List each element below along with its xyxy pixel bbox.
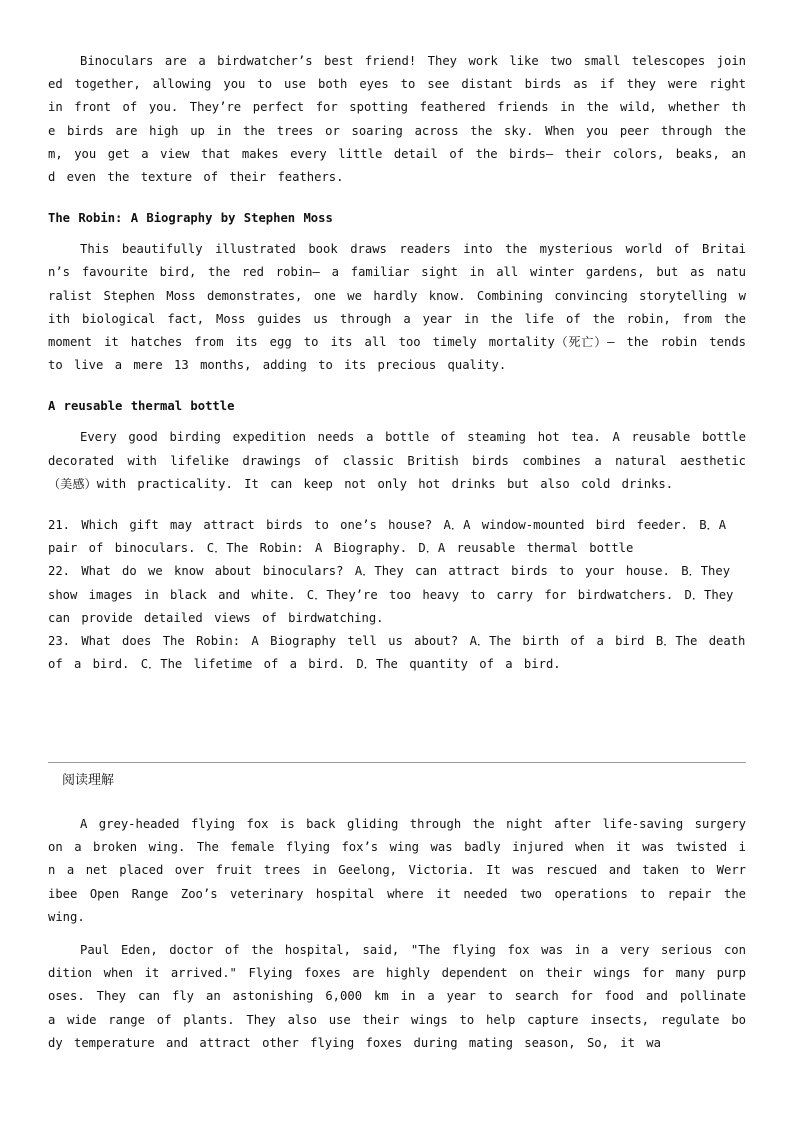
- question-options: A．A window-mounted bird feeder. B．A pair of binoculars. C．The Robin: A Biography. D．A reusable thermal bottle: [48, 518, 727, 556]
- question-item: [48, 630, 746, 676]
- flying-fox-paragraph-2: Paul Eden, doctor of the hospital, said, "The flying fox was in a very serious condition when it arrived." Flying foxes are highly dependent on their wings for many purposes. They can fly an astonishing 6,000 km in a year to search for food and pollinate a wide range of plants. They also use their wings to help capture insects, regulate body temperature and attract other flying foxes during mating season, So, it wa: [48, 943, 746, 1050]
- question-list: [48, 514, 746, 676]
- question-item: [48, 514, 746, 560]
- passage-bottom: [48, 813, 746, 1055]
- passage-top: [48, 50, 746, 676]
- robin-book-heading: The Robin: A Biography by Stephen Moss: [48, 211, 333, 226]
- question-item: [48, 560, 746, 630]
- robin-book-paragraph: This beautifully illustrated book draws readers into the mysterious world of Britain’s favourite bird, the red robin— a familiar sight in all winter gardens, but as naturalist Stephen Moss demonstrates, one we hardly know. Combining convincing storytelling with biological fact, Moss guides us through a year in the life of the robin, from the moment it hatches from its egg to its all too timely mortality（死亡）— the robin tends to live a mere 13 months, adding to its precious quality.: [48, 242, 746, 373]
- question-options: A．The birth of a bird B．The death of a bird. C．The lifetime of a bird. D．The quantity of a bird.: [48, 634, 746, 672]
- section-divider: [48, 762, 746, 763]
- reading-comprehension-label: 阅读理解: [62, 773, 115, 788]
- question-stem: 23. What does The Robin: A Biography tell us about?: [48, 634, 459, 649]
- flying-fox-paragraph-1: A grey-headed flying fox is back gliding through the night after life-saving surgery on a broken wing. The female flying fox’s wing was badly injured when it was twisted in a net placed over fruit trees in Geelong, Victoria. It was rescued and taken to Werribee Open Range Zoo’s veterinary hospital where it needed two operations to repair the wing.: [48, 817, 746, 924]
- question-stem: 22. What do we know about binoculars?: [48, 564, 344, 579]
- binoculars-paragraph: Binoculars are a birdwatcher’s best friend! They work like two small telescopes joined together, allowing you to use both eyes to see distant birds as if they were right in front of you. They’re perfect for spotting feathered friends in the wild, whether the birds are high up in the trees or soaring across the sky. When you peer through them, you get a view that makes every little detail of the birds— their colors, beaks, and even the texture of their feathers.: [48, 54, 746, 185]
- thermal-bottle-heading: A reusable thermal bottle: [48, 399, 235, 414]
- thermal-bottle-paragraph: Every good birding expedition needs a bottle of steaming hot tea. A reusable bottle decorated with lifelike drawings of classic British birds combines a natural aesthetic（美感）with practicality. It can keep not only hot drinks but also cold drinks.: [48, 430, 746, 491]
- question-options: A．They can attract birds to your house. B．They show images in black and white. C．They’re too heavy to carry for birdwatchers. D．They can provide detailed views of birdwatching.: [48, 564, 734, 625]
- question-stem: 21. Which gift may attract birds to one’s house?: [48, 518, 433, 533]
